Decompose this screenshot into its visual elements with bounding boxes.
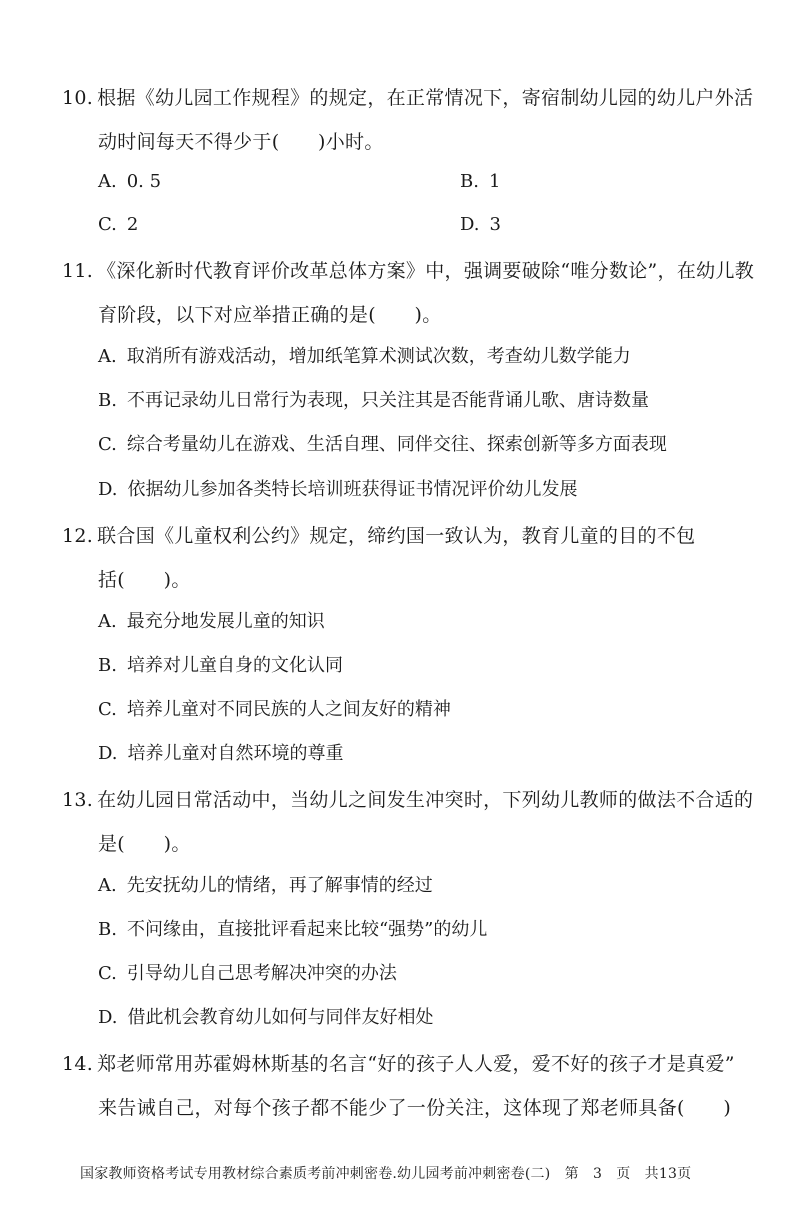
question-10-line-1 — [62, 84, 753, 112]
question-10-option-d: D. 3 — [460, 214, 501, 235]
question-10-option-b: B. 1 — [460, 171, 501, 192]
question-11-option-c: C. 综合考量幼儿在游戏、生活自理、同伴交往、探索创新等多方面表现 — [98, 434, 667, 455]
question-14-text-1: 郑老师常用苏霍姆林斯基的名言“好的孩子人人爱，爱不好的孩子才是真爱” — [97, 1053, 735, 1075]
question-14-line-2: 来告诫自己，对每个孩子都不能少了一份关注，这体现了郑老师具备( ) — [98, 1097, 732, 1119]
question-13-option-c: C. 引导幼儿自己思考解决冲突的办法 — [98, 963, 397, 984]
question-13-line-2: 是( )。 — [98, 833, 191, 855]
question-10-text-1: 根据《幼儿园工作规程》的规定，在正常情况下，寄宿制幼儿园的幼儿户外活 — [97, 87, 754, 109]
question-10-option-c: C. 2 — [98, 214, 139, 235]
question-11-number: 11. — [62, 260, 94, 282]
question-13-line-1 — [62, 786, 753, 814]
question-13-text-1: 在幼儿园日常活动中，当幼儿之间发生冲突时，下列幼儿教师的做法不合适的 — [97, 789, 754, 811]
question-11-text-1: 《深化新时代教育评价改革总体方案》中，强调要破除“唯分数论”，在幼儿教 — [97, 260, 755, 282]
question-12-line-1 — [62, 522, 695, 550]
question-12-option-d: D. 培养儿童对自然环境的尊重 — [98, 743, 344, 764]
question-13-option-b: B. 不问缘由，直接批评看起来比较“强势”的幼儿 — [98, 919, 488, 940]
question-10-line-2: 动时间每天不得少于( )小时。 — [98, 131, 384, 153]
question-10-number: 10. — [62, 87, 94, 109]
question-13-option-a: A. 先安抚幼儿的情绪，再了解事情的经过 — [98, 875, 433, 896]
question-12-number: 12. — [62, 525, 94, 547]
question-10-option-a: A. 0. 5 — [98, 171, 162, 192]
question-12-option-a: A. 最充分地发展儿童的知识 — [98, 611, 325, 632]
question-12-text-1: 联合国《儿童权利公约》规定，缔约国一致认为，教育儿童的目的不包 — [97, 525, 696, 547]
question-13-number: 13. — [62, 789, 94, 811]
question-11-line-1 — [62, 257, 754, 285]
question-11-option-a: A. 取消所有游戏活动，增加纸笔算术测试次数，考查幼儿数学能力 — [98, 346, 631, 367]
question-12-line-2: 括( )。 — [98, 569, 191, 591]
question-11-option-b: B. 不再记录幼儿日常行为表现，只关注其是否能背诵儿歌、唐诗数量 — [98, 390, 649, 411]
question-11-line-2: 育阶段，以下对应举措正确的是( )。 — [98, 304, 442, 326]
question-12-option-b: B. 培养对儿童自身的文化认同 — [98, 655, 343, 676]
question-14-line-1 — [62, 1050, 735, 1078]
question-11-option-d: D. 依据幼儿参加各类特长培训班获得证书情况评价幼儿发展 — [98, 479, 578, 500]
question-13-option-d: D. 借此机会教育幼儿如何与同伴友好相处 — [98, 1007, 434, 1028]
question-12-option-c: C. 培养儿童对不同民族的人之间友好的精神 — [98, 699, 451, 720]
question-14-number: 14. — [62, 1053, 94, 1075]
page-footer: 国家教师资格考试专用教材综合素质考前冲刺密卷.幼儿园考前冲刺密卷(二) 第 3 页 共13页 — [80, 1166, 692, 1182]
